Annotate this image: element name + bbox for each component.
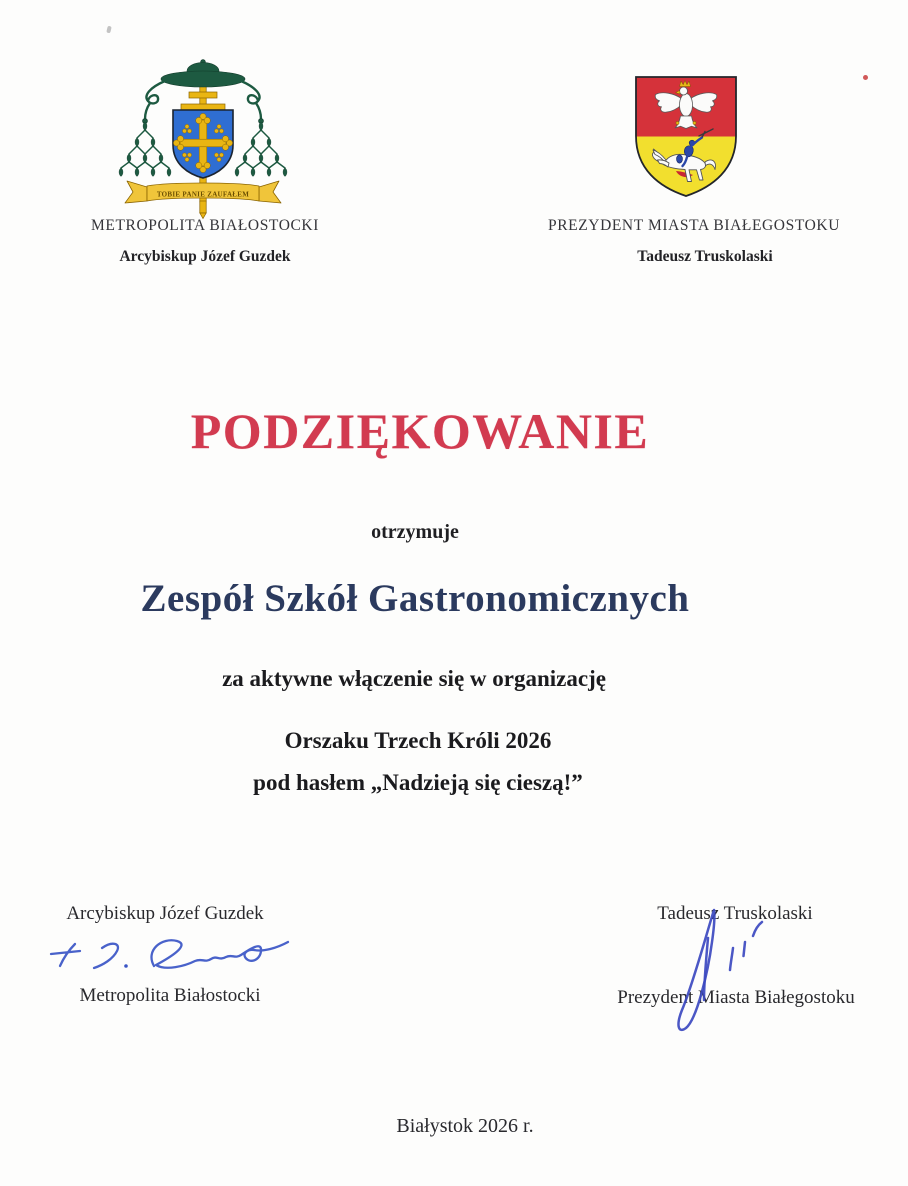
reason-line-3: pod hasłem „Nadzieją się cieszą!” bbox=[253, 770, 583, 795]
right-org-title: PREZYDENT MIASTA BIAŁEGOSTOKU bbox=[547, 217, 840, 234]
mayor-signature-icon bbox=[645, 898, 780, 1056]
left-org-title: METROPOLITA BIAŁOSTOCKI bbox=[91, 217, 319, 234]
cross-foot bbox=[200, 201, 206, 219]
page-title: PODZIĘKOWANIE bbox=[190, 403, 650, 459]
left-person-name: Arcybiskup Józef Guzdek bbox=[119, 248, 291, 265]
reason-line-1: za aktywne włączenie się w organizację bbox=[222, 666, 606, 691]
left-signature-title: Metropolita Białostocki bbox=[79, 985, 261, 1006]
right-signature-name: Tadeusz Truskolaski bbox=[657, 903, 813, 924]
right-signature-title: Prezydent Miasta Białegostoku bbox=[617, 987, 855, 1008]
reason-line-2: Orszaku Trzech Króli 2026 bbox=[284, 728, 552, 753]
crest-cord-left bbox=[145, 81, 165, 119]
left-signature-name: Arcybiskup Józef Guzdek bbox=[66, 903, 264, 924]
recipient-name: Zespół Szkół Gastronomicznych bbox=[140, 577, 690, 620]
archbishop-crest-icon bbox=[113, 50, 293, 222]
tassels-right bbox=[235, 119, 287, 177]
archbishop-signature-icon bbox=[42, 924, 312, 988]
crest-cord-right bbox=[241, 81, 261, 119]
crest-motto: TOBIE PANIE ZAUFAŁEM bbox=[156, 190, 250, 199]
receives-label: otrzymuje bbox=[371, 521, 459, 543]
galero-hat bbox=[161, 60, 245, 87]
scan-speck-red bbox=[863, 75, 868, 80]
bialystok-crest-icon bbox=[632, 74, 740, 200]
footer-place-date: Białystok 2026 r. bbox=[396, 1115, 534, 1137]
right-person-name: Tadeusz Truskolaski bbox=[637, 248, 773, 265]
scan-speck bbox=[106, 26, 112, 34]
tassels-left bbox=[119, 119, 171, 177]
